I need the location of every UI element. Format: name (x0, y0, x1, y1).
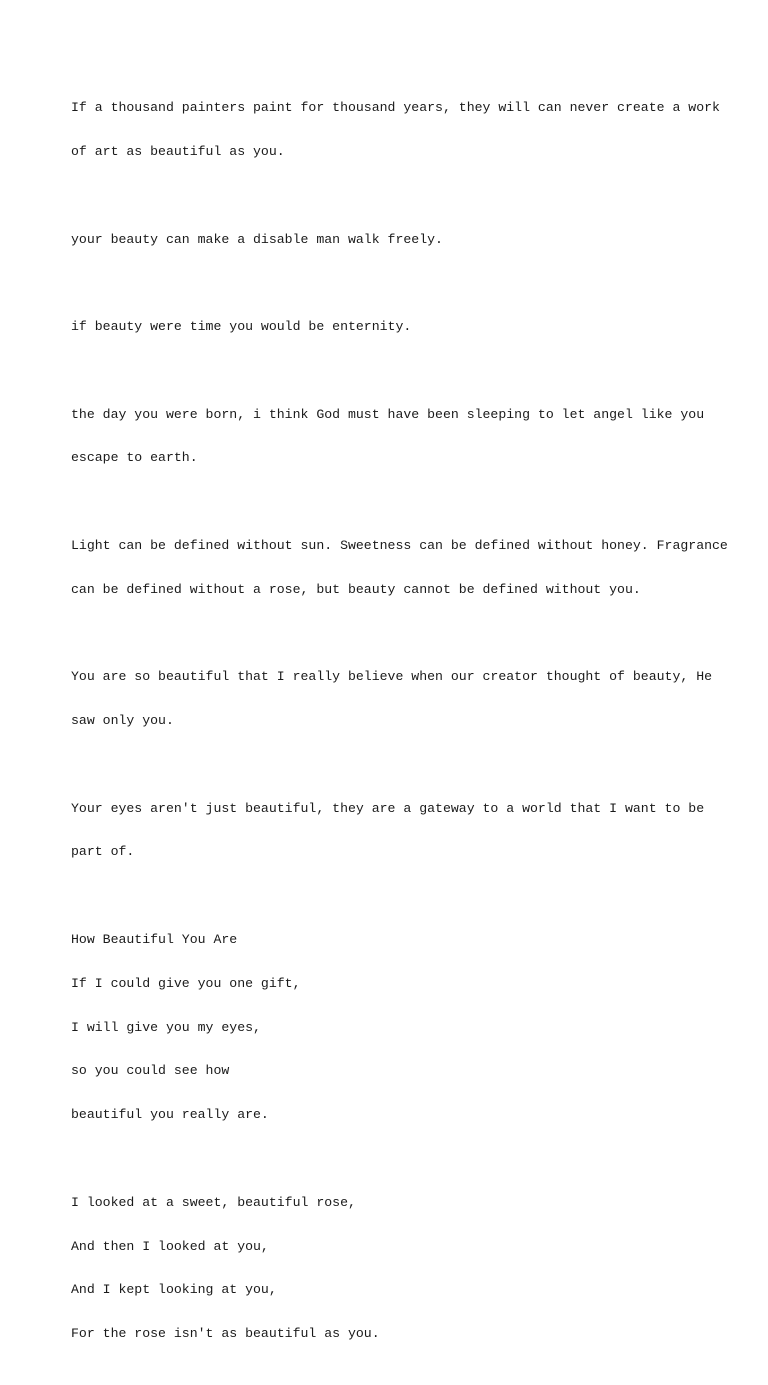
text-line: your beauty can make a disable man walk freely. (71, 231, 443, 247)
paragraph-7 (71, 773, 731, 890)
text-line: the day you were born, i think God must have been sleeping to let angel like you (71, 406, 705, 422)
document-page (71, 72, 731, 1385)
text-line: beautiful you really are. (71, 1107, 269, 1123)
paragraph-6 (71, 641, 731, 758)
text-line: I looked at a sweet, beautiful rose, (71, 1194, 356, 1210)
poem-how-beautiful-you-are (71, 904, 731, 1152)
poem-rose (71, 1167, 731, 1371)
poem-title: How Beautiful You Are (71, 932, 238, 948)
text-line: Light can be defined without sun. Sweetness can be defined without honey. Fragrance (71, 538, 728, 553)
paragraph-3 (71, 291, 731, 364)
text-line: You are so beautiful that I really believe when our creator thought of beauty, He (71, 669, 713, 685)
paragraph-4 (71, 378, 731, 495)
text-line: so you could see how (71, 1063, 230, 1079)
text-line: If a thousand painters paint for thousand years, they will can never create a work (71, 100, 720, 116)
text-line: escape to earth. (71, 450, 198, 466)
paragraph-2 (71, 203, 731, 276)
text-line: If I could give you one gift, (71, 975, 301, 991)
text-line: And I kept looking at you, (71, 1282, 277, 1298)
text-line: I will give you my eyes, (71, 1019, 261, 1035)
text-line: can be defined without a rose, but beauty cannot be defined without you. (71, 581, 641, 597)
text-line: And then I looked at you, (71, 1238, 269, 1254)
text-line: part of. (71, 844, 135, 860)
text-line: if beauty were time you would be enternity. (71, 319, 412, 335)
text-line: saw only you. (71, 713, 174, 729)
text-line: For the rose isn't as beautiful as you. (71, 1326, 380, 1342)
text-line: of art as beautiful as you. (71, 143, 285, 159)
paragraph-5 (71, 510, 731, 627)
paragraph-1 (71, 72, 731, 189)
text-line: Your eyes aren't just beautiful, they are a gateway to a world that I want to be (71, 800, 705, 816)
